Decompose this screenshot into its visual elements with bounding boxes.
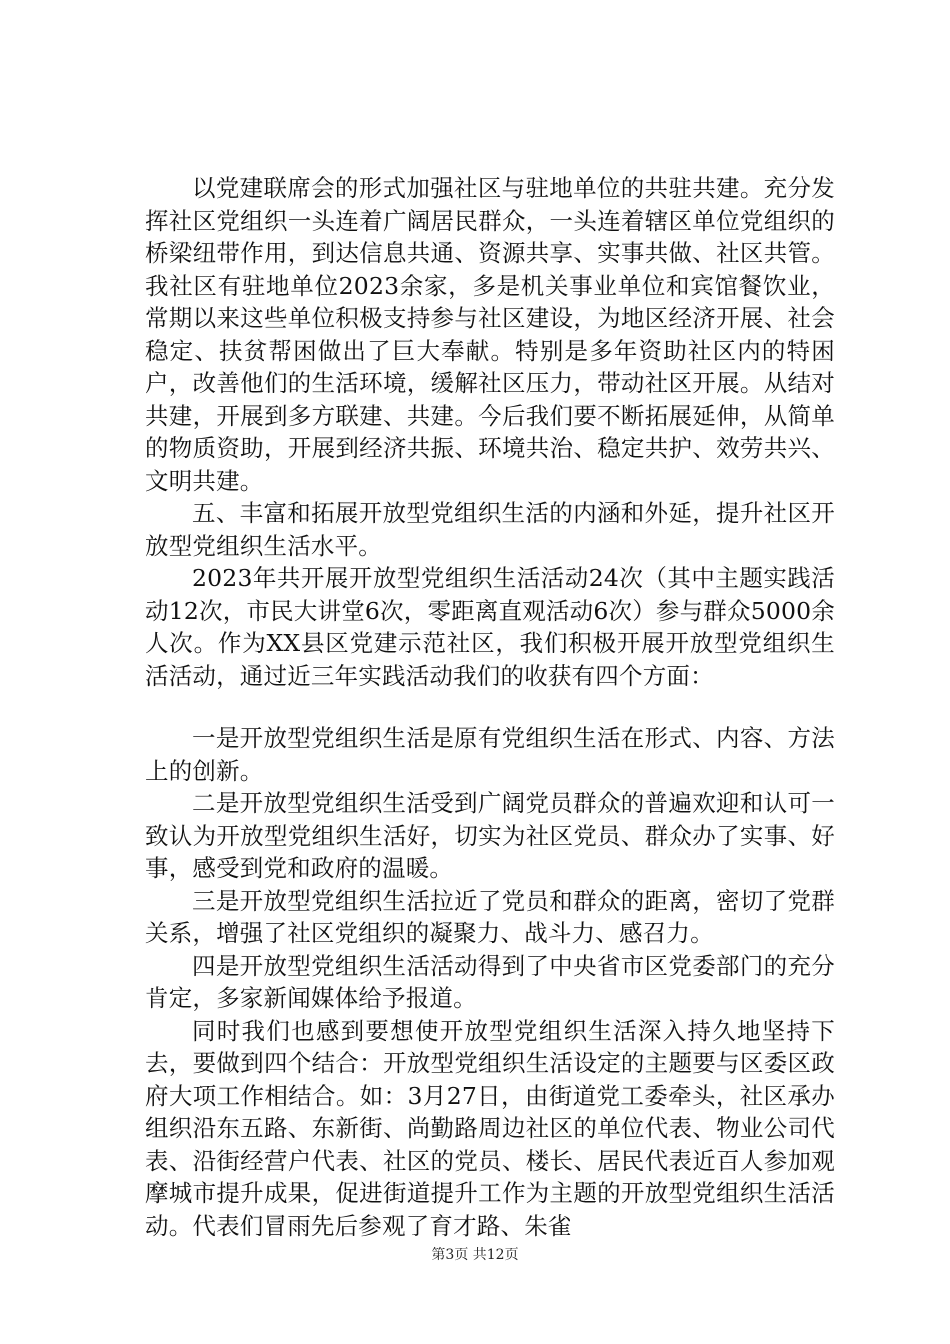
paragraph-gain-one: 一是开放型党组织生活是原有党组织生活在形式、内容、方法上的创新。 [145,724,835,785]
page-number-footer: 第3页 共12页 [431,1247,519,1263]
document-body [145,172,835,1242]
paragraph-four-combinations: 同时我们也感到要想使开放型党组织生活深入持久地坚持下去，要做到四个结合：开放型党组织生活设定的主题要与区委区政府大项工作相结合。如：3月27日，由街道党工委牵头，社区承办组织沿东五路、东新街、尚勤路周边社区的单位代表、物业公司代表、沿街经营户代表、社区的党员、楼长、居民代表近百人参加观摩城市提升成果，促进街道提升工作为主题的开放型党组织生活活动。代表们冒雨先后参观了育才路、朱雀 [145,1016,835,1240]
paragraph-gain-two: 二是开放型党组织生活受到广阔党员群众的普遍欢迎和认可一致认为开放型党组织生活好，切实为社区党员、群众办了实事、好事，感受到党和政府的温暖。 [145,789,835,882]
paragraph-spacer [145,692,835,722]
paragraph-activity-stats: 2023年共开展开放型党组织生活活动24次（其中主题实践活动12次，市民大讲堂6次，零距离直观活动6次）参与群众5000余人次。作为XX县区党建示范社区，我们积极开展开放型党组织生活活动，通过近三年实践活动我们的收获有四个方面： [145,564,836,690]
paragraph-gain-four: 四是开放型党组织生活活动得到了中央省市区党委部门的充分肯定，多家新闻媒体给予报道。 [145,951,835,1012]
paragraph-joint-construction: 以党建联席会的形式加强社区与驻地单位的共驻共建。充分发挥社区党组织一头连着广阔居民群众，一头连着辖区单位党组织的桥梁纽带作用，到达信息共通、资源共享、实事共做、社区共管。我社区有驻地单位2023余家，多是机关事业单位和宾馆餐饮业，常期以来这些单位积极支持参与社区建设，为地区经济开展、社会稳定、扶贫帮困做出了巨大奉献。特别是多年资助社区内的特困户，改善他们的生活环境，缓解社区压力，带动社区开展。从结对共建，开展到多方联建、共建。今后我们要不断拓展延伸，从简单的物质资助，开展到经济共振、环境共治、稳定共护、效劳共兴、文明共建。 [145,174,835,495]
paragraph-section-five-heading: 五、丰富和拓展开放型党组织生活的内涵和外延，提升社区开放型党组织生活水平。 [145,499,835,560]
paragraph-gain-three: 三是开放型党组织生活拉近了党员和群众的距离，密切了党群关系，增强了社区党组织的凝聚力、战斗力、感召力。 [145,886,835,947]
